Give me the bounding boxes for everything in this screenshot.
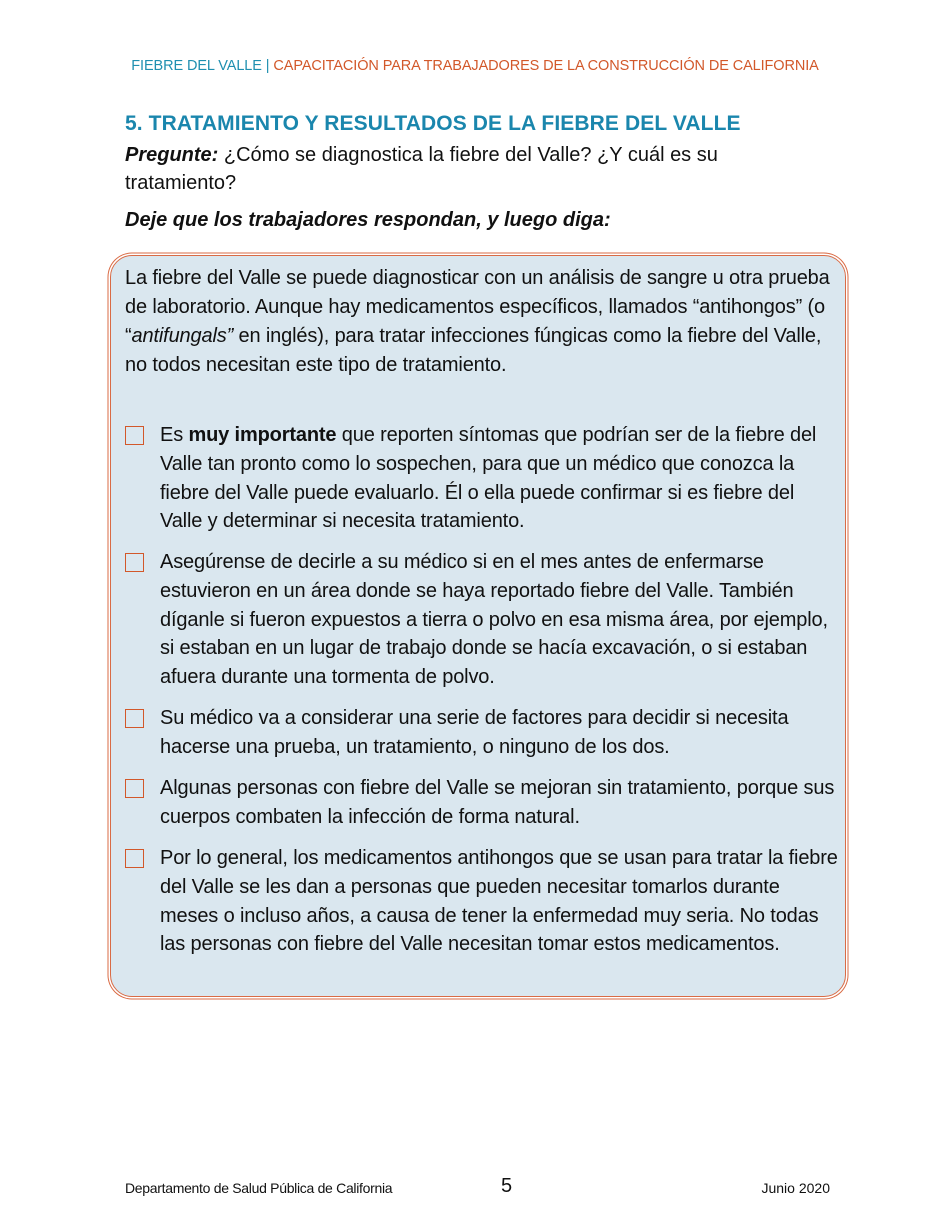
header-program-name: FIEBRE DEL VALLE — [131, 58, 262, 74]
checkbox[interactable] — [125, 426, 144, 445]
checklist-item-text — [160, 421, 840, 536]
ask-prompt — [125, 141, 825, 197]
intro-italic-term: antifungals” — [131, 325, 234, 347]
intro-text-start: La fiebre del Valle se puede diagnosticar con un análisis de sangre u otra prueba de laboratorio. Aunque hay medicamentos específicos, llamados “antihongos” (o “ — [125, 267, 830, 347]
checklist-item-text: Algunas personas con fiebre del Valle se mejoran sin tratamiento, porque sus cuerpos combaten la infección de forma natural. — [160, 777, 835, 828]
item-text-start: Es — [160, 424, 189, 446]
ask-question: ¿Cómo se diagnostica la fiebre del Valle? ¿Y cuál es su tratamiento? — [125, 144, 718, 194]
footer-department: Departamento de Salud Pública de California — [125, 1180, 393, 1196]
footer-date: Junio 2020 — [761, 1180, 830, 1196]
facilitator-instruction: Deje que los trabajadores respondan, y luego diga: — [125, 209, 611, 231]
checkbox[interactable] — [125, 779, 144, 798]
callout-intro — [125, 264, 840, 380]
page-number: 5 — [501, 1175, 513, 1197]
checkbox[interactable] — [125, 849, 144, 868]
checkbox[interactable] — [125, 553, 144, 572]
ask-label: Pregunte: — [125, 144, 219, 166]
section-title: 5. TRATAMIENTO Y RESULTADOS DE LA FIEBRE DEL VALLE — [125, 112, 741, 135]
checklist-item-text: Asegúrense de decirle a su médico si en el mes antes de enfermarse estuvieron en un área donde se haya reportado fiebre del Valle. También díganle si fueron expuestos a tierra o polvo en esa misma área, por ejemplo, si estaban en un lugar de trabajo donde se hacía excavación, o si estaban afuera durante una tormenta de polvo. — [160, 551, 828, 689]
running-header — [0, 58, 950, 74]
checklist-item-text: Por lo general, los medicamentos antihongos que se usan para tratar la fiebre del Valle se les dan a personas que pueden necesitar tomarlos durante meses o incluso años, a causa de tener la enfermedad muy seria. No todas las personas con fiebre del Valle necesitan tomar estos medicamentos. — [160, 847, 838, 956]
header-training-title: CAPACITACIÓN PARA TRABAJADORES DE LA CONSTRUCCIÓN DE CALIFORNIA — [273, 58, 819, 74]
intro-text-end: en inglés), para tratar infecciones fúngicas como la fiebre del Valle, no todos necesitan este tipo de tratamiento. — [125, 325, 822, 376]
page-footer — [0, 1175, 950, 1199]
checklist-item-text: Su médico va a considerar una serie de factores para decidir si necesita hacerse una prueba, un tratamiento, o ninguno de los dos. — [160, 707, 789, 758]
header-separator: | — [261, 58, 274, 74]
item-emphasis: muy importante — [188, 424, 337, 446]
checkbox[interactable] — [125, 709, 144, 728]
item-text-end: que reporten síntomas que podrían ser de la fiebre del Valle tan pronto como lo sospechen, para que un médico que conozca la fiebre del Valle puede evaluarlo. Él o ella puede confirmar si es fiebre del Valle y determinar si necesita tratamiento. — [160, 424, 817, 533]
